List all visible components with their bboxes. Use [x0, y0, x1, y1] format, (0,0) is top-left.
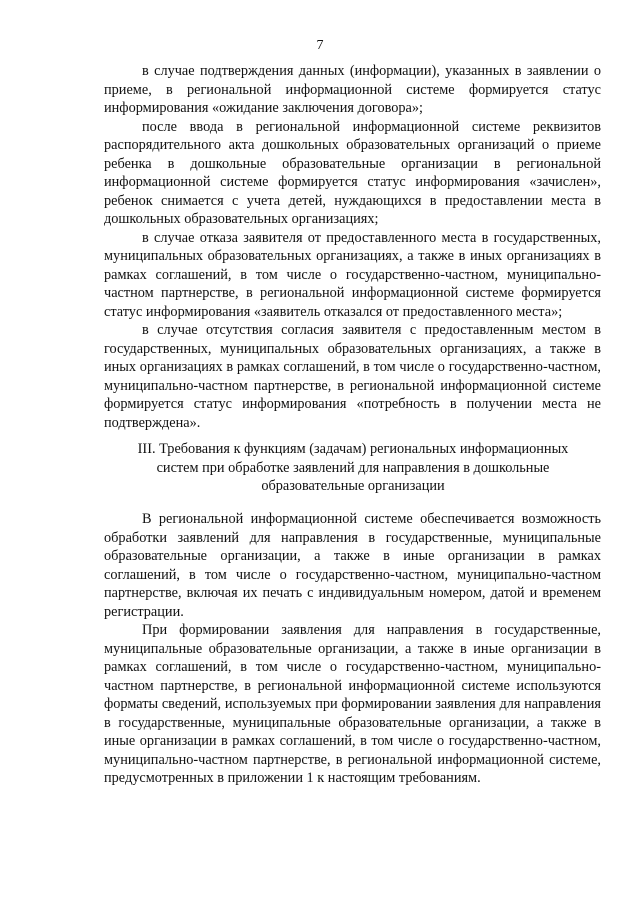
paragraph-status-need-not-confirmed: в случае отсутствия согласия заявителя с предоставленным местом в государственных, муниципальных образовательных организациях, а также в иных организациях в рамках соглашений, в том числе о государственно-частном, муниципально-частном партнерстве, в региональной информационной системе формируется статус информирования «потребность в получении места не подтверждена». [104, 322, 601, 431]
paragraph-status-enrolled: после ввода в региональной информационной системе реквизитов распорядительного акта дошкольных образовательных организаций о приеме ребенка в дошкольные образовательные организации в региональной информационной системе формируется статус информирования «зачислен», ребенок снимается с учета детей, нуждающихся в предоставлении места в дошкольных образовательных организациях; [104, 118, 601, 227]
paragraph-status-refused-place: в случае отказа заявителя от предоставленного места в государственных, муниципальных образовательных организациях, а также в иных организациях в рамках соглашений, в том числе о государственно-частном, муниципально-частном партнерстве, в региональной информационной системе формируется статус информирования «заявитель отказался от предоставленного места»; [104, 229, 601, 320]
paragraph-status-awaiting-contract: в случае подтверждения данных (информации), указанных в заявлении о приеме, в региональной информационной системе формируется статус информирования «ожидание заключения договора»; [104, 63, 601, 116]
paragraphs-after-heading [104, 510, 601, 788]
paragraph-application-formats: При формировании заявления для направления в государственные, муниципальные образовательные организации, а также в иные организации в рамках соглашений, в том числе о государственно-частном, муниципально-частном партнерстве, в региональной информационной системе используются форматы сведений, используемых при формировании заявления для направления в государственные, муниципальные образовательные организации, а также в иные организации в рамках соглашений, в том числе о государственно-частном, муниципально-частном партнерстве, в региональной информационной системе, предусмотренных в приложении 1 к настоящим требованиям. [104, 622, 601, 786]
page-number: 7 [316, 38, 324, 53]
section-heading: III. Требования к функциям (задачам) региональных информационных систем при обработке заявлений для направления в дошкольные образовательные организации [137, 441, 569, 494]
paragraphs-before-heading [104, 62, 601, 432]
paragraph-processing-applications: В региональной информационной системе обеспечивается возможность обработки заявлений для направления в государственные, муниципальные образовательные организации, а также в иные организации в рамках соглашений, в том числе о государственно-частном, муниципально-частном партнерстве, включая их печать с индивидуальным номером, датой и временем регистрации. [104, 511, 601, 620]
